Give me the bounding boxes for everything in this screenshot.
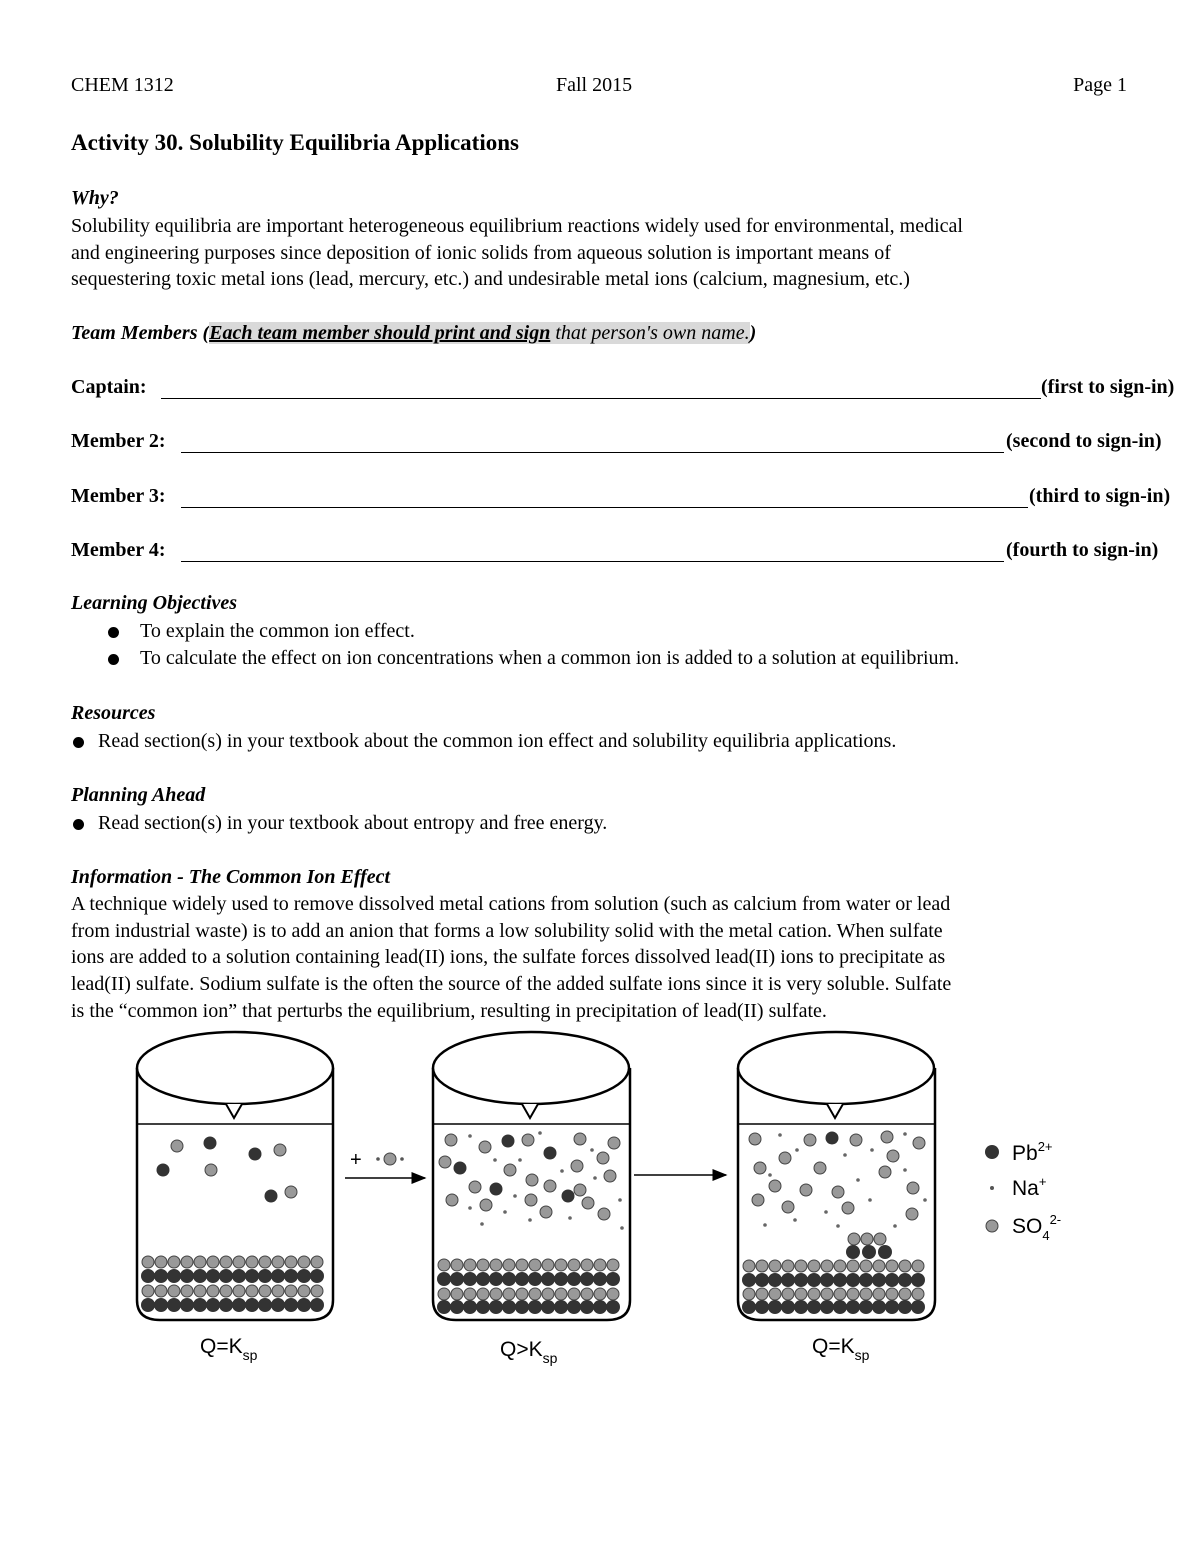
member3-suffix: (third to sign-in) — [1029, 485, 1171, 507]
member3-signature-line[interactable] — [181, 507, 1028, 508]
why-line: Solubility equilibria are important heterogeneous equilibrium reactions widely used for environmental, medical — [71, 215, 963, 237]
information-line: from industrial waste) is to add an anion that forms a low solubility solid with the metal cation. When sulfate — [71, 919, 943, 942]
member2-label: Member 2: — [71, 430, 166, 452]
page-title: Activity 30. Solubility Equilibria Applications — [71, 130, 519, 155]
dissolved-ions-3 — [749, 1131, 927, 1228]
beaker-1-label: $Q=K_{sp}$ — [200, 1335, 258, 1363]
captain-label: Captain: — [71, 376, 147, 398]
member4-signature-line[interactable] — [181, 561, 1004, 562]
bullet-icon — [73, 819, 84, 830]
team-heading: Team Members (Each team member should print and sign that person's own name.) — [71, 322, 757, 344]
sodium-ion-icon — [990, 1186, 994, 1190]
member3-label: Member 3: — [71, 485, 166, 507]
dissolved-ions-2 — [439, 1131, 624, 1230]
lead-ion-icon — [985, 1145, 999, 1159]
member3-row — [71, 485, 1171, 511]
team-heading-underlined: Each team member should print and sign — [209, 322, 551, 344]
objectives-heading: Learning Objectives — [71, 592, 238, 614]
dissolved-ions-1 — [157, 1137, 298, 1203]
bullet-icon — [108, 627, 119, 638]
captain-signature-line[interactable] — [161, 398, 1041, 399]
bullet-icon — [73, 737, 84, 748]
common-ion-figure — [120, 1028, 1080, 1378]
ion-legend — [985, 1139, 1061, 1243]
information-line: lead(II) sulfate. Sodium sulfate is the often the source of the added sulfate ions since it is very soluble. Sulfate — [71, 973, 952, 996]
bullet-icon — [108, 654, 119, 665]
planning-list — [71, 810, 1151, 837]
member4-label: Member 4: — [71, 539, 166, 561]
why-line: and engineering purposes since deposition of ionic solids from aqueous solution is important means of — [71, 241, 891, 264]
beaker-1 — [137, 1032, 333, 1363]
page-number: Page 1 — [1073, 74, 1127, 96]
information-paragraph — [71, 891, 1151, 1025]
beaker-2-label: $Q>K_{sp}$ — [500, 1338, 558, 1366]
list-item: To explain the common ion effect. — [108, 618, 1158, 645]
why-paragraph — [71, 213, 1141, 293]
information-heading: Information - The Common Ion Effect — [71, 866, 391, 888]
svg-text:+: + — [350, 1149, 362, 1171]
resources-list — [71, 728, 1151, 755]
information-line: A technique widely used to remove dissolved metal cations from solution (such as calcium from water or lead — [71, 893, 951, 915]
objectives-list — [108, 618, 1158, 672]
member2-signature-line[interactable] — [181, 452, 1004, 453]
beaker-3-label: $Q=K_{sp}$ — [812, 1335, 870, 1363]
precipitate-1 — [141, 1256, 324, 1312]
captain-suffix: (first to sign-in) — [1041, 376, 1175, 398]
list-item: Read section(s) in your textbook about entropy and free energy. — [71, 810, 1151, 837]
list-item: Read section(s) in your textbook about the common ion effect and solubility equilibria applications. — [71, 728, 1151, 755]
legend-sulfate: $SO_4^{2-}$ — [1012, 1212, 1062, 1243]
beaker-3 — [738, 1032, 935, 1363]
precipitate-2 — [437, 1259, 620, 1314]
why-line: sequestering toxic metal ions (lead, mercury, etc.) and undesirable metal ions (calcium, magnesium, etc.) — [71, 268, 910, 291]
course-code: CHEM 1312 — [71, 74, 174, 96]
beaker-2 — [433, 1032, 630, 1366]
legend-lead: $Pb^{2+}$ — [1012, 1139, 1053, 1165]
information-line: ions are added to a solution containing lead(II) ions, the sulfate forces dissolved lead(II) ions to precipitate as — [71, 946, 946, 969]
precipitate-3 — [742, 1233, 925, 1314]
add-sulfate-arrow — [345, 1149, 425, 1178]
planning-heading: Planning Ahead — [71, 784, 206, 806]
sulfate-ion-icon — [986, 1220, 998, 1232]
member2-suffix: (second to sign-in) — [1006, 430, 1162, 452]
member4-row — [71, 539, 1159, 565]
captain-row — [71, 376, 1175, 402]
resources-heading: Resources — [71, 702, 156, 724]
why-heading: Why? — [71, 187, 119, 209]
list-item: To calculate the effect on ion concentrations when a common ion is added to a solution at equilibrium. — [108, 645, 1158, 672]
term: Fall 2015 — [556, 74, 633, 96]
member4-suffix: (fourth to sign-in) — [1006, 539, 1159, 561]
information-line: is the “common ion” that perturbs the equilibrium, resulting in precipitation of lead(II) sulfate. — [71, 999, 827, 1022]
member2-row — [71, 430, 1162, 456]
page-header — [71, 74, 1127, 100]
legend-sodium: Na+ — [1012, 1174, 1047, 1200]
